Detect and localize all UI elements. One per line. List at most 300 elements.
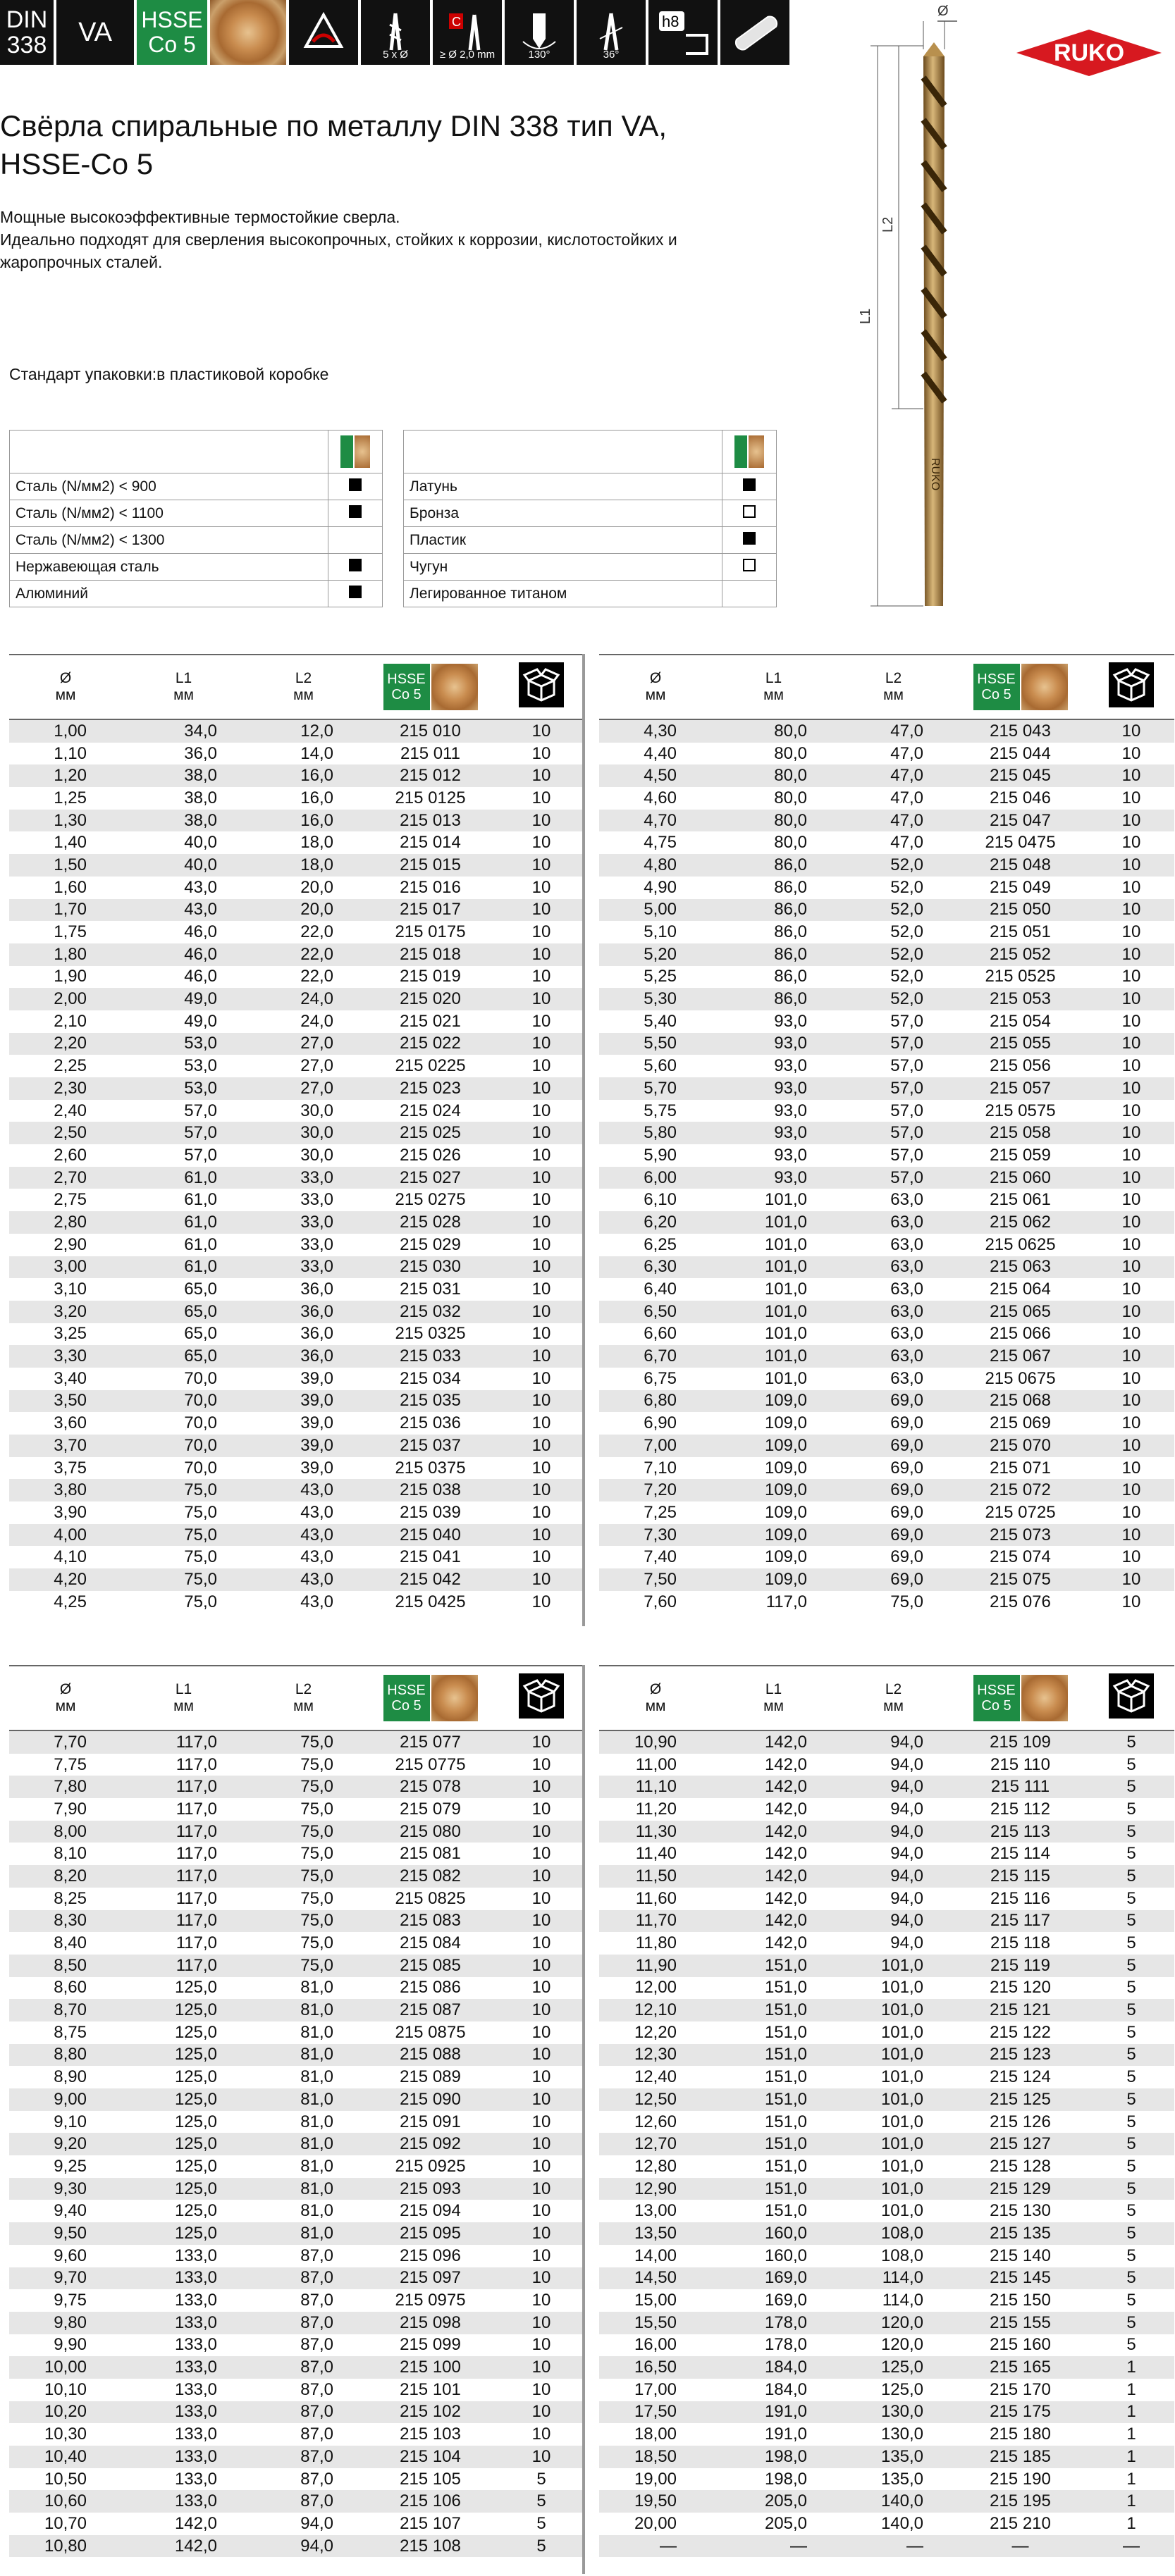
cell-qty: 5: [536, 2536, 546, 2556]
cell-diameter: 9,40: [54, 2201, 87, 2221]
cell-diameter: 2,70: [54, 1168, 87, 1187]
gold-coating-icon: [1021, 1675, 1068, 1721]
cell-l2: 52,0: [890, 967, 923, 986]
cell-l2: 43,0: [300, 1569, 333, 1589]
material-label: Чугун: [404, 554, 722, 581]
coating-swatch-icon: [734, 435, 764, 468]
cell-l2: 63,0: [890, 1280, 923, 1299]
cell-qty: 5: [1126, 2201, 1136, 2221]
cell-l1: 57,0: [184, 1101, 217, 1120]
cell-l1: 93,0: [774, 1123, 807, 1143]
cell-diameter: 11,20: [635, 1799, 677, 1819]
cell-article: 215 031: [400, 1280, 461, 1299]
cell-l1: 142,0: [174, 2536, 217, 2556]
cell-qty: 10: [531, 877, 551, 897]
table-row: [9, 1368, 584, 1390]
cell-l2: 57,0: [890, 1145, 923, 1165]
table-row: [9, 1010, 584, 1033]
cell-qty: 10: [1121, 1569, 1141, 1589]
cell-diameter: 11,50: [635, 1866, 677, 1885]
cell-diameter: 3,40: [54, 1368, 87, 1388]
point-angle-caption: 130°: [528, 49, 550, 61]
table-row: [599, 2468, 1174, 2491]
table-row: [599, 1546, 1174, 1568]
cell-l1: 53,0: [184, 1078, 217, 1098]
header-l2: L2 мм: [293, 670, 314, 703]
cell-diameter: 11,70: [635, 1911, 677, 1931]
cell-l2: 81,0: [300, 2156, 333, 2176]
cell-l1: 70,0: [184, 1413, 217, 1433]
cell-l1: 80,0: [774, 810, 807, 830]
table-row: [599, 1932, 1174, 1955]
cell-qty: 10: [531, 1324, 551, 1344]
material-row: [404, 581, 777, 607]
table-row: [599, 1568, 1174, 1591]
cell-article: 215 022: [400, 1034, 461, 1053]
cell-l1: 142,0: [764, 1911, 807, 1931]
cell-diameter: 5,40: [644, 1011, 677, 1031]
cell-l1: —: [790, 2536, 807, 2556]
hsse-co5-header-badge: HSSE Co 5: [973, 1675, 1020, 1721]
cell-qty: 10: [531, 1168, 551, 1187]
header-pack-qty: [499, 662, 584, 712]
cell-article: 215 016: [400, 877, 461, 897]
cell-l1: 151,0: [764, 2156, 807, 2176]
cell-article: 215 185: [990, 2446, 1051, 2466]
cell-qty: 10: [1121, 967, 1141, 986]
cell-article: 215 034: [400, 1368, 461, 1388]
gold-coating-icon: [210, 0, 286, 65]
cell-l2: 125,0: [880, 2358, 923, 2377]
cell-qty: 10: [531, 1933, 551, 1953]
cell-qty: 10: [1121, 1280, 1141, 1299]
cell-diameter: 16,50: [634, 2358, 677, 2377]
header-article-code: [952, 664, 1089, 710]
cell-l2: 47,0: [890, 833, 923, 853]
table-row: [599, 2066, 1174, 2088]
cell-article: 215 052: [990, 944, 1051, 964]
cell-l2: 101,0: [880, 2134, 923, 2154]
table-row: [9, 2178, 584, 2200]
cell-article: 215 020: [400, 989, 461, 1009]
table-row: [9, 1390, 584, 1413]
cell-article: 215 210: [990, 2513, 1051, 2533]
cell-l2: 57,0: [890, 1056, 923, 1076]
table-row: [599, 1234, 1174, 1256]
cell-qty: 10: [1121, 1525, 1141, 1544]
coating-swatch-icon: [340, 435, 370, 468]
cell-article: 215 0125: [395, 788, 466, 807]
cell-diameter: 12,60: [634, 2112, 677, 2131]
cell-l2: 75,0: [300, 1732, 333, 1752]
cell-l2: 94,0: [300, 2513, 333, 2533]
cell-diameter: 3,60: [54, 1413, 87, 1433]
table-row: [9, 2222, 584, 2245]
cell-article: 215 014: [400, 833, 461, 853]
cell-diameter: 19,00: [634, 2469, 677, 2489]
cell-l1: 80,0: [774, 743, 807, 763]
table-row: [9, 2088, 584, 2111]
table-row: [9, 1999, 584, 2021]
cell-article: 215 040: [400, 1525, 461, 1544]
cell-article: 215 058: [990, 1123, 1051, 1143]
cell-l2: 94,0: [890, 1933, 923, 1953]
cell-article: 215 116: [990, 1888, 1050, 1908]
table-row: [599, 1821, 1174, 1843]
cell-qty: 10: [531, 1257, 551, 1277]
table-row: [9, 1144, 584, 1167]
cell-diameter: 2,20: [54, 1034, 87, 1053]
cell-l2: 94,0: [890, 1821, 923, 1841]
cell-article: 215 0425: [395, 1592, 466, 1611]
cell-article: 215 035: [400, 1391, 461, 1411]
cell-l1: 70,0: [184, 1368, 217, 1388]
cell-l2: 101,0: [880, 1955, 923, 1975]
header-diameter: Ø мм: [645, 1681, 666, 1714]
cell-diameter: 6,80: [644, 1391, 677, 1411]
cell-l1: 53,0: [184, 1034, 217, 1053]
material-row: [404, 500, 777, 527]
header-pack-qty: [1089, 1673, 1174, 1723]
table-row: [599, 2379, 1174, 2401]
cell-article: 215 108: [400, 2536, 461, 2556]
cell-l1: 93,0: [774, 1145, 807, 1165]
cell-diameter: 8,10: [54, 1844, 87, 1864]
cell-l1: 80,0: [774, 721, 807, 741]
cell-qty: 1: [1126, 2425, 1136, 2444]
table-header: [9, 1665, 584, 1731]
cell-diameter: 4,60: [644, 788, 677, 807]
cell-diameter: 7,50: [644, 1569, 677, 1589]
cell-l2: 69,0: [890, 1502, 923, 1522]
cell-l1: 142,0: [764, 1844, 807, 1864]
cell-l1: 133,0: [174, 2291, 217, 2310]
cell-article: 215 041: [400, 1547, 461, 1567]
cell-qty: 10: [1121, 877, 1141, 897]
cell-qty: 10: [531, 2246, 551, 2265]
cell-l2: 36,0: [300, 1301, 333, 1321]
cell-l2: 36,0: [300, 1280, 333, 1299]
table-row: [599, 1457, 1174, 1480]
cell-article: 215 0325: [395, 1324, 466, 1344]
cell-l1: 117,0: [176, 1933, 217, 1953]
material-row: [10, 554, 383, 581]
limited-open-square-icon: [743, 559, 756, 571]
cell-qty: 10: [531, 2089, 551, 2109]
cell-l2: 33,0: [300, 1190, 333, 1210]
hsse-co5-header-badge: HSSE Co 5: [383, 664, 430, 710]
cell-qty: 10: [531, 1525, 551, 1544]
cell-l2: 81,0: [300, 2223, 333, 2243]
material-row: [404, 473, 777, 500]
cell-diameter: 4,75: [644, 833, 677, 853]
cell-l1: 93,0: [774, 1078, 807, 1098]
cell-diameter: 4,20: [54, 1569, 87, 1589]
cell-article: 215 032: [400, 1301, 461, 1321]
cell-l2: 20,0: [300, 900, 333, 919]
cell-l2: 101,0: [880, 2022, 923, 2042]
cell-qty: 10: [1121, 1346, 1141, 1366]
cell-diameter: 7,10: [644, 1458, 677, 1478]
cell-qty: 10: [531, 944, 551, 964]
cell-l1: 184,0: [764, 2358, 807, 2377]
cell-article: 215 085: [400, 1955, 461, 1975]
suitable-filled-square-icon: [743, 478, 756, 491]
cell-diameter: 9,30: [54, 2179, 87, 2198]
suitable-filled-square-icon: [743, 532, 756, 545]
table-row: [599, 1301, 1174, 1323]
cell-l1: 49,0: [184, 989, 217, 1009]
cell-diameter: 11,90: [635, 1955, 677, 1975]
cell-l1: 80,0: [774, 833, 807, 853]
cell-l2: 87,0: [300, 2358, 333, 2377]
table-row: [599, 2200, 1174, 2222]
material-label: Сталь (N/мм2) < 1300: [10, 527, 328, 554]
header-l1: L1 мм: [173, 670, 194, 703]
material-row: [404, 554, 777, 581]
cell-article: 215 165: [990, 2358, 1051, 2377]
cell-qty: 10: [1121, 944, 1141, 964]
cell-article: 215 015: [400, 855, 461, 874]
material-row: [10, 527, 383, 554]
cell-diameter: 11,00: [635, 1754, 677, 1774]
cell-l2: 101,0: [880, 2179, 923, 2198]
cell-article: 215 180: [990, 2425, 1051, 2444]
cell-qty: 10: [1121, 721, 1141, 741]
cell-qty: 10: [531, 1955, 551, 1975]
cell-qty: 10: [531, 989, 551, 1009]
cell-l1: 184,0: [764, 2379, 807, 2399]
cell-l2: 27,0: [300, 1034, 333, 1053]
cell-l1: 151,0: [764, 2112, 807, 2131]
header-diameter: Ø мм: [645, 670, 666, 703]
cell-diameter: 2,80: [54, 1212, 87, 1232]
cell-diameter: 10,30: [44, 2425, 87, 2444]
cell-l2: 52,0: [890, 944, 923, 964]
cell-l1: 61,0: [184, 1257, 217, 1277]
cell-diameter: 3,20: [54, 1301, 87, 1321]
size-table-2: [599, 654, 1174, 1614]
cell-qty: 1: [1126, 2446, 1136, 2466]
cell-diameter: 1,20: [54, 766, 87, 786]
material-label: Легированное титаном: [404, 581, 722, 607]
cell-l1: 205,0: [764, 2491, 807, 2511]
cell-l1: 61,0: [184, 1190, 217, 1210]
cell-diameter: 5,60: [644, 1056, 677, 1076]
cell-article: 215 102: [400, 2402, 461, 2422]
cell-l2: 81,0: [300, 2067, 333, 2087]
cell-l1: 57,0: [184, 1145, 217, 1165]
cell-l1: 125,0: [174, 2201, 217, 2221]
cell-qty: 10: [531, 1413, 551, 1433]
cell-qty: 10: [531, 1569, 551, 1589]
cell-l2: 33,0: [300, 1168, 333, 1187]
cell-l1: 142,0: [764, 1732, 807, 1752]
cell-diameter: 4,70: [644, 810, 677, 830]
cell-l1: 46,0: [184, 967, 217, 986]
cell-qty: 10: [1121, 922, 1141, 942]
cell-article: 215 024: [400, 1101, 461, 1120]
diameter-label: Ø: [937, 4, 949, 19]
material-row: [10, 500, 383, 527]
table-row: [9, 1591, 584, 1614]
cell-l2: 75,0: [300, 1844, 333, 1864]
table-row: [599, 899, 1174, 922]
header-l2: L2 мм: [293, 1681, 314, 1714]
header-article-code: [362, 1675, 499, 1721]
cell-qty: 10: [1121, 1190, 1141, 1210]
cell-article: 215 079: [400, 1799, 461, 1819]
cell-diameter: —: [660, 2536, 677, 2556]
cell-diameter: 5,20: [644, 944, 677, 964]
cell-article: 215 026: [400, 1145, 461, 1165]
cell-l1: 93,0: [774, 1011, 807, 1031]
cell-l1: 133,0: [174, 2358, 217, 2377]
cell-qty: 10: [531, 2179, 551, 2198]
cell-l2: 75,0: [300, 1821, 333, 1841]
table-row: [599, 1999, 1174, 2021]
cell-qty: 5: [1126, 2268, 1136, 2288]
table-row: [9, 2289, 584, 2312]
cell-l1: 75,0: [184, 1569, 217, 1589]
table-row: [599, 921, 1174, 943]
table-row: [9, 1167, 584, 1189]
header-l2: L2 мм: [883, 1681, 904, 1714]
cell-article: 215 104: [400, 2446, 461, 2466]
cell-diameter: 5,75: [644, 1101, 677, 1120]
table-row: [9, 1568, 584, 1591]
cell-qty: 10: [1121, 1413, 1141, 1433]
cell-l2: 114,0: [882, 2268, 923, 2288]
twist-5xd-icon: [361, 0, 430, 65]
table-row: [9, 2245, 584, 2267]
cell-l1: 80,0: [774, 766, 807, 786]
hsse-co5-header-badge: HSSE Co 5: [973, 664, 1020, 710]
cell-qty: 10: [1121, 1056, 1141, 1076]
table-row: [599, 1888, 1174, 1910]
cell-article: 215 119: [990, 1955, 1050, 1975]
table-row: [9, 1843, 584, 1865]
suitable-filled-square-icon: [349, 559, 362, 571]
cell-diameter: 18,00: [634, 2425, 677, 2444]
cell-l2: 75,0: [300, 1933, 333, 1953]
cell-diameter: 3,10: [54, 1280, 87, 1299]
cell-diameter: 2,25: [54, 1056, 87, 1076]
table-row: [599, 2312, 1174, 2334]
cell-l2: 130,0: [880, 2425, 923, 2444]
table-row: [9, 2155, 584, 2178]
cell-l2: 108,0: [880, 2223, 923, 2243]
cell-l2: 39,0: [300, 1391, 333, 1411]
point-angle-130-icon: [505, 0, 574, 65]
table-row: [9, 1955, 584, 1977]
cell-article: 215 080: [400, 1821, 461, 1841]
table-row: [599, 2513, 1174, 2535]
cell-l2: 101,0: [880, 2201, 923, 2221]
cell-article: 215 0875: [395, 2022, 466, 2042]
cell-l2: 87,0: [300, 2402, 333, 2422]
table-row: [599, 2222, 1174, 2245]
cell-l1: 101,0: [764, 1301, 807, 1321]
table-row: [599, 810, 1174, 832]
cell-diameter: 6,40: [644, 1280, 677, 1299]
package-box-icon: [1109, 1673, 1154, 1719]
cell-diameter: 13,00: [634, 2201, 677, 2221]
shank-marking: RUKO: [929, 458, 941, 491]
helix-angle-36-icon: [577, 0, 646, 65]
cell-l2: 39,0: [300, 1435, 333, 1455]
table-row: [599, 831, 1174, 854]
cell-l2: 63,0: [890, 1301, 923, 1321]
cell-article: 215 021: [400, 1011, 461, 1031]
cell-l1: 40,0: [184, 833, 217, 853]
cell-l1: 75,0: [184, 1525, 217, 1544]
cell-l1: 133,0: [174, 2335, 217, 2355]
table-row: [599, 1390, 1174, 1413]
cell-qty: 10: [531, 2112, 551, 2131]
packaging-note: Стандарт упаковки:в пластиковой коробке: [9, 365, 329, 383]
cell-qty: 10: [531, 810, 551, 830]
cell-diameter: 2,40: [54, 1101, 87, 1120]
cell-article: 215 095: [400, 2223, 461, 2243]
table-row: [9, 810, 584, 832]
cell-article: 215 057: [990, 1078, 1051, 1098]
column-divider: [582, 654, 585, 1626]
cell-article: 215 129: [990, 2179, 1051, 2198]
cell-l2: 57,0: [890, 1034, 923, 1053]
cell-l1: 109,0: [764, 1391, 807, 1411]
cell-l2: 22,0: [300, 922, 333, 942]
cell-diameter: 9,50: [54, 2223, 87, 2243]
cell-l2: 94,0: [890, 1777, 923, 1797]
cell-diameter: 7,90: [54, 1799, 87, 1819]
table-row: [599, 1910, 1174, 1933]
cell-l1: 125,0: [174, 2179, 217, 2198]
cell-l2: 63,0: [890, 1190, 923, 1210]
cell-qty: 10: [1121, 1145, 1141, 1165]
cell-article: 215 090: [400, 2089, 461, 2109]
cell-diameter: 3,30: [54, 1346, 87, 1366]
cell-l2: 16,0: [300, 810, 333, 830]
cell-qty: 5: [1126, 2089, 1136, 2109]
cell-diameter: 1,30: [54, 810, 87, 830]
cell-l1: 70,0: [184, 1458, 217, 1478]
cell-l2: 52,0: [890, 855, 923, 874]
cell-article: 215 023: [400, 1078, 461, 1098]
table-row: [9, 1479, 584, 1501]
cell-qty: 5: [1126, 1888, 1136, 1908]
table-row: [599, 1256, 1174, 1279]
table-body: [9, 1731, 584, 2557]
cell-qty: 1: [1126, 2469, 1136, 2489]
cell-diameter: 8,40: [54, 1933, 87, 1953]
cell-qty: 10: [531, 1844, 551, 1864]
cell-l1: 125,0: [174, 2089, 217, 2109]
table-row: [599, 2245, 1174, 2267]
cell-article: 215 054: [990, 1011, 1051, 1031]
cell-article: 215 074: [990, 1547, 1051, 1567]
cell-article: 215 0975: [395, 2291, 466, 2310]
cell-l1: 117,0: [176, 1754, 217, 1774]
cell-l2: 81,0: [300, 2112, 333, 2131]
cell-diameter: 5,50: [644, 1034, 677, 1053]
cell-qty: 10: [531, 2335, 551, 2355]
cell-qty: 10: [531, 2134, 551, 2154]
cell-l1: 109,0: [764, 1525, 807, 1544]
cell-diameter: 2,30: [54, 1078, 87, 1098]
table-row: [9, 2044, 584, 2067]
table-row: [599, 1345, 1174, 1368]
